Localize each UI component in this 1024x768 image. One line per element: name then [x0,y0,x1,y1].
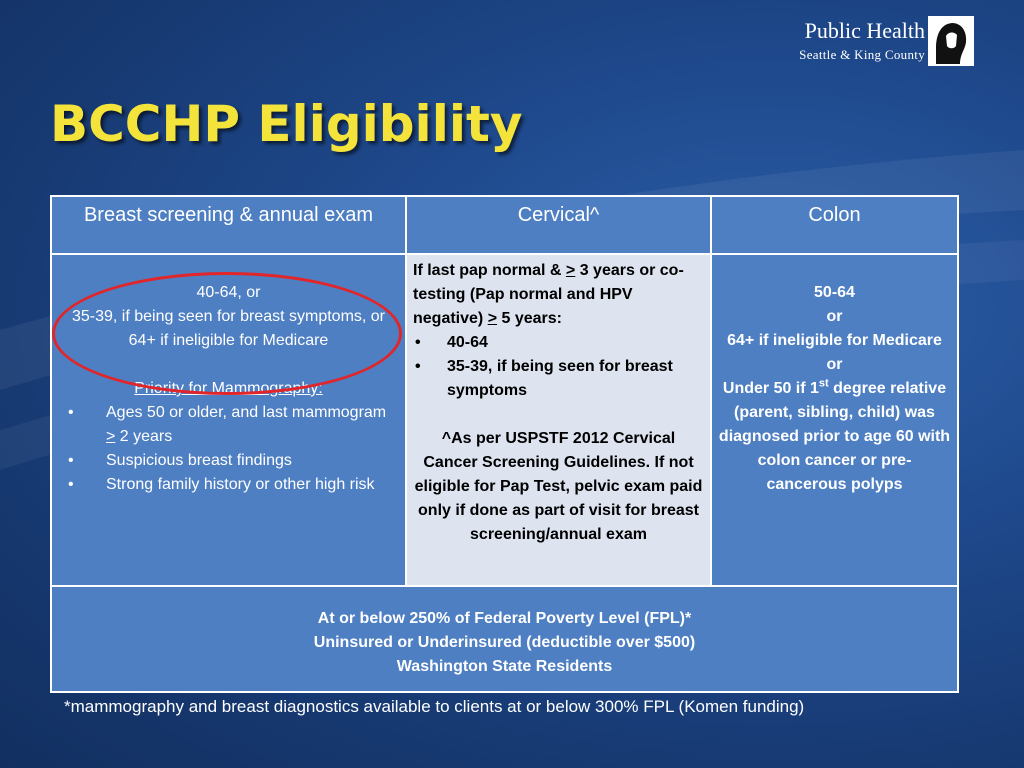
cervical-cell [406,254,711,586]
public-health-logo [760,16,980,68]
list-item: • Suspicious breast findings [60,449,397,473]
list-item: • 35-39, if being seen for breast symptoms [407,355,704,403]
header-colon: Colon [711,196,958,254]
footer-cell [51,586,958,692]
logo-portrait-icon [928,16,974,66]
footer-line-3: Washington State Residents [396,658,613,675]
colon-line-3: Under 50 if 1st degree relative (parent, sibling, child) was diagnosed prior to age 60 with colon cancer or pre-cancerous polyps [718,377,951,493]
breast-age-line-3: 64+ if ineligible for Medicare [128,332,329,349]
list-item: • Strong family history or other high risk [60,473,397,497]
footer-line-2: Uninsured or Underinsured (deductible over $500) [313,634,696,651]
colon-or-2: or [826,356,843,373]
slide-title: BCCHP Eligibility [50,95,523,153]
cervical-intro: If last pap normal & > 3 years or co-testing (Pap normal and HPV negative) > 5 years: [413,262,684,327]
breast-age-line-1: 40-64, or [196,284,261,301]
priority-list [60,401,397,497]
table-header-row [51,196,958,254]
logo-subtitle: Seattle & King County [799,47,925,62]
footer-line-1: At or below 250% of Federal Poverty Level (FPL)* [317,610,692,627]
breast-age-line-2: 35-39, if being seen for breast symptoms, or [71,308,386,325]
highlight-oval [52,272,402,395]
list-item: • 40-64 [407,331,704,355]
colon-line-1: 50-64 [814,284,855,301]
cervical-list [407,331,704,403]
colon-cell [711,254,958,586]
colon-or-1: or [826,308,843,325]
header-cervical: Cervical^ [406,196,711,254]
footnote: *mammography and breast diagnostics available to clients at or below 300% FPL (Komen funding) [64,697,805,716]
logo-title: Public Health [804,18,925,43]
header-breast: Breast screening & annual exam [51,196,406,254]
table-footer-row [51,586,958,692]
colon-line-2: 64+ if ineligible for Medicare [727,332,942,349]
eligibility-table [50,195,959,693]
list-item: • Ages 50 or older, and last mammogram > 2 years [60,401,397,449]
priority-heading: Priority for Mammography: [134,380,323,397]
cervical-note: ^As per USPSTF 2012 Cervical Cancer Screening Guidelines. If not eligible for Pap Test, pelvic exam paid only if done as part of visit for breast screening/annual exam [414,430,703,543]
